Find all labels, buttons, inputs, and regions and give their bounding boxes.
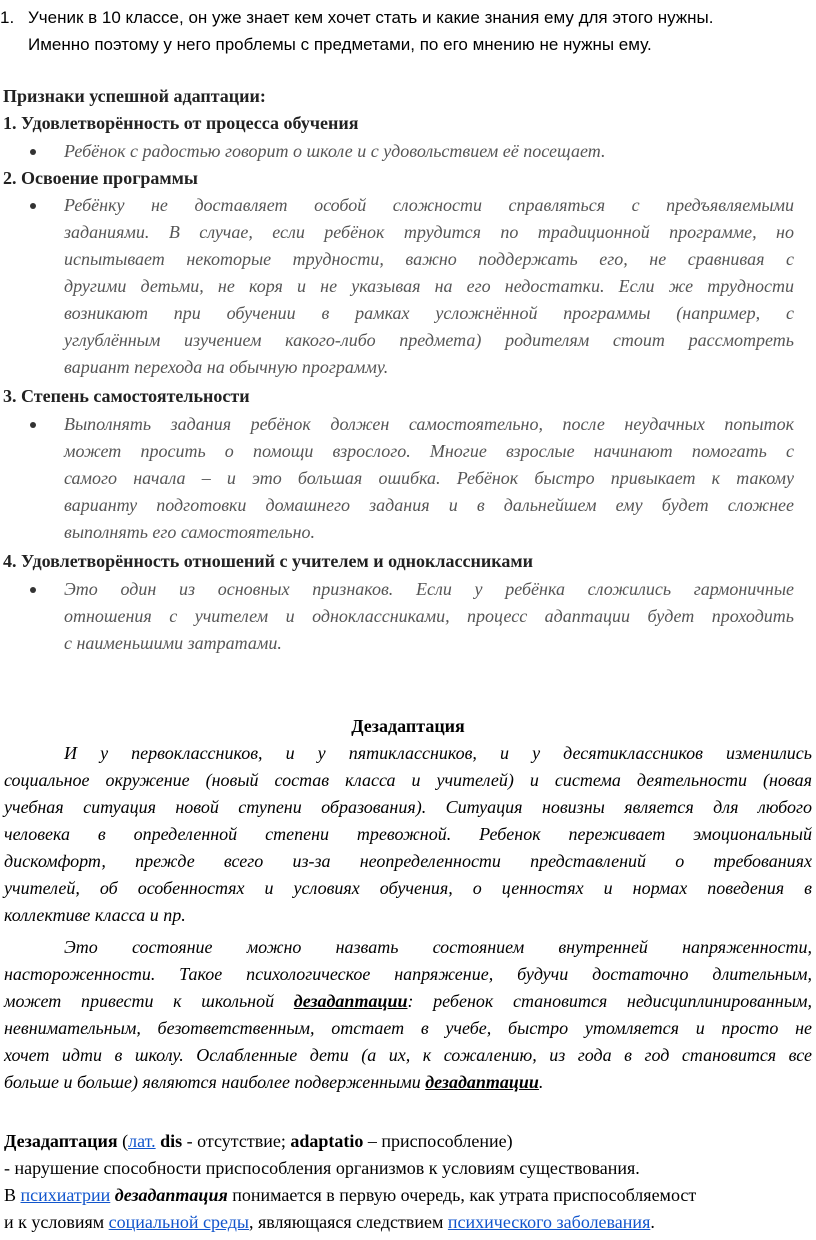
text-run: .	[538, 1072, 544, 1092]
lat-link[interactable]: лат.	[128, 1131, 156, 1151]
bullet-icon	[30, 422, 36, 428]
bullet-line: выполнять его самостоятельно.	[64, 522, 316, 542]
bullet-line: Это один из основных признаков. Если у ребёнка сложились гармоничные	[64, 579, 794, 599]
bullet-line: может просить о помощи взрослого. Многие взрослые начинают помогать с	[64, 441, 794, 461]
text-run: .	[650, 1212, 655, 1232]
social-environment-link[interactable]: социальной среды	[108, 1212, 250, 1232]
emphasized-term: дезадаптации	[293, 991, 408, 1011]
definition-block	[4, 1128, 816, 1236]
text-run: может привести к школьной	[4, 991, 294, 1011]
text-run: dis	[155, 1131, 183, 1151]
paragraph-line	[4, 988, 812, 1015]
definition-term: Дезадаптация	[4, 1131, 118, 1151]
paragraph	[4, 740, 812, 929]
definition-line	[4, 1209, 816, 1236]
bullet-line: с наименьшими затратами.	[64, 633, 282, 653]
paragraph-line	[4, 1069, 812, 1096]
item-number: 1.	[0, 8, 15, 27]
bullet-icon	[30, 587, 36, 593]
text-run: – приспособление)	[363, 1131, 513, 1151]
text-run: В	[4, 1185, 21, 1205]
definition-line: - нарушение способности приспособления организмов к условиям существования.	[4, 1158, 640, 1178]
text-run: больше и больше) являются наиболее подверженными	[4, 1072, 426, 1092]
definition-line	[4, 1182, 816, 1209]
criterion-title: 3. Степень самостоятельности	[3, 386, 250, 406]
bullet-line: отношения с учителем и одноклассниками, процесс адаптации будет проходить	[64, 606, 794, 626]
bullet-line: самого начала – и это большая ошибка. Ребёнок быстро привыкает к такому	[64, 468, 794, 488]
text-run: понимается в первую очередь, как утрата приспособляемост	[227, 1185, 697, 1205]
bullet-line: испытывает некоторые трудности, важно поддержать его, не сравнивая с	[64, 249, 794, 269]
criterion-title: 1. Удовлетворённость от процесса обучения	[3, 113, 359, 133]
paragraph-line: настороженности. Такое психологическое напряжение, будучи достаточно длительным,	[4, 964, 812, 984]
psychiatry-link[interactable]: психиатрии	[20, 1185, 111, 1205]
item-line: Именно поэтому у него проблемы с предметами, по его мнению не нужны ему.	[28, 35, 652, 54]
paragraph-line: человека в определенной степени тревожной. Ребенок переживает эмоциональный	[4, 824, 812, 844]
section-heading: Дезадаптация	[351, 716, 465, 736]
bullet-line: возникают при обучении в рамках усложнённой программы (например, с	[64, 303, 794, 323]
text-run: adaptatio	[290, 1131, 364, 1151]
bullet-line: заданиями. В случае, если ребёнок трудится по традиционной программе, но	[64, 222, 794, 242]
bullet-line: Выполнять задания ребёнок должен самостоятельно, после неудачных попыток	[64, 414, 794, 434]
bullet-icon	[30, 149, 36, 155]
bullet-line: другими детьми, не коря и не указывая на его недостатки. Если же трудности	[64, 276, 794, 296]
criterion-bullet	[30, 192, 794, 381]
paragraph-line: дискомфорт, прежде всего из-за неопределенности представлений о требованиях	[4, 851, 812, 871]
bullet-line: Ребёнок с радостью говорит о школе и с удовольствием её посещает.	[64, 141, 606, 161]
text-run: (	[117, 1131, 129, 1151]
paragraph-line: И у первоклассников, и у пятиклассников, и у десятиклассников изменились	[64, 743, 812, 763]
mental-illness-link[interactable]: психического заболевания	[447, 1212, 651, 1232]
numbered-item	[0, 4, 812, 58]
bullet-line: Ребёнку не доставляет особой сложности справляться с предъявляемыми	[64, 195, 794, 215]
text-run: , являющаяся следствием	[249, 1212, 448, 1232]
paragraph-line: коллективе класса и пр.	[4, 905, 186, 925]
definition-line	[4, 1128, 816, 1155]
bullet-line: углублённым изучением какого-либо предмета) родителям стоит рассмотреть	[64, 330, 794, 350]
criterion-bullet	[30, 138, 794, 165]
emphasized-term: дезадаптации	[425, 1072, 539, 1092]
definition-term: дезадаптация	[114, 1185, 228, 1205]
bullet-icon	[30, 203, 36, 209]
paragraph	[4, 934, 812, 1096]
text-run: : ребенок становится недисциплинированным,	[407, 991, 813, 1011]
signs-heading: Признаки успешной адаптации:	[3, 86, 266, 106]
paragraph-line: учителей, об особенностях и условиях обучения, о ценностях и нормах поведения в	[4, 878, 812, 898]
bullet-line: вариант перехода на обычную программу.	[64, 357, 389, 377]
criterion-title: 4. Удовлетворённость отношений с учителем и одноклассниками	[3, 551, 533, 571]
bullet-line: варианту подготовки домашнего задания и в дальнейшем ему будет сложнее	[64, 495, 794, 515]
paragraph-line: невнимательным, безответственным, отстает в учебе, быстро утомляется и просто не	[4, 1018, 812, 1038]
criterion-bullet	[30, 576, 794, 657]
paragraph-line: хочет идти в школу. Ослабленные дети (а их, к сожалению, из года в год становится все	[4, 1045, 812, 1065]
text-run: - отсутствие;	[182, 1131, 291, 1151]
paragraph-line: Это состояние можно назвать состоянием внутренней напряженности,	[64, 937, 812, 957]
paragraph-line: социальное окружение (новый состав класса и учителей) и система деятельности (новая	[4, 770, 812, 790]
text-run: и к условиям	[4, 1212, 109, 1232]
paragraph-line: учебная ситуация новой ступени образования). Ситуация новизны является для любого	[4, 797, 812, 817]
criterion-title: 2. Освоение программы	[3, 168, 198, 188]
criterion-bullet	[30, 411, 794, 546]
item-line: Ученик в 10 классе, он уже знает кем хочет стать и какие знания ему для этого нужны.	[28, 8, 714, 27]
